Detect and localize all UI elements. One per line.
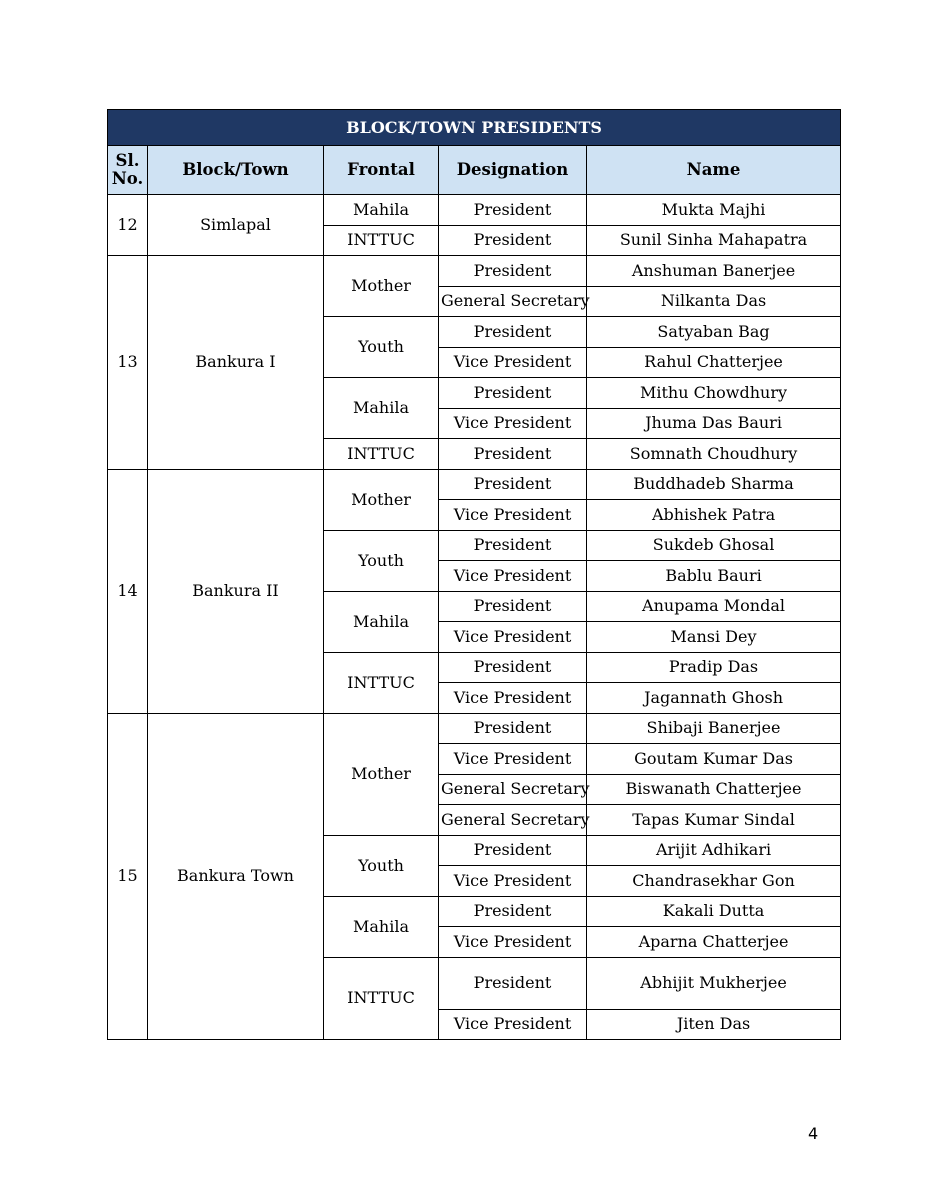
cell-name: Abhishek Patra	[587, 500, 841, 531]
cell-designation: President	[439, 957, 587, 1009]
table-row	[108, 713, 841, 744]
cell-name: Sunil Sinha Mahapatra	[587, 225, 841, 256]
cell-frontal: Youth	[324, 530, 439, 591]
cell-name: Satyaban Bag	[587, 317, 841, 348]
cell-designation: President	[439, 591, 587, 622]
cell-name: Jhuma Das Bauri	[587, 408, 841, 439]
cell-designation: General Secretary	[439, 774, 587, 805]
cell-name: Buddhadeb Sharma	[587, 469, 841, 500]
cell-designation: President	[439, 378, 587, 409]
table-body	[108, 195, 841, 1040]
header-sl-no: Sl. No.	[108, 146, 148, 195]
cell-frontal: Mahila	[324, 195, 439, 226]
table-title-row	[108, 110, 841, 146]
cell-frontal: Mahila	[324, 896, 439, 957]
cell-name: Pradip Das	[587, 652, 841, 683]
cell-name: Anupama Mondal	[587, 591, 841, 622]
block-town-presidents-table	[107, 109, 841, 1040]
cell-name: Mithu Chowdhury	[587, 378, 841, 409]
cell-designation: Vice President	[439, 927, 587, 958]
cell-frontal: INTTUC	[324, 652, 439, 713]
cell-name: Jagannath Ghosh	[587, 683, 841, 714]
cell-sl-no: 14	[108, 469, 148, 713]
cell-name: Anshuman Banerjee	[587, 256, 841, 287]
cell-name: Mansi Dey	[587, 622, 841, 653]
cell-designation: President	[439, 835, 587, 866]
cell-frontal: INTTUC	[324, 225, 439, 256]
header-block-town: Block/Town	[148, 146, 324, 195]
cell-name: Goutam Kumar Das	[587, 744, 841, 775]
cell-designation: President	[439, 713, 587, 744]
cell-name: Aparna Chatterjee	[587, 927, 841, 958]
cell-designation: Vice President	[439, 408, 587, 439]
cell-name: Rahul Chatterjee	[587, 347, 841, 378]
cell-name: Sukdeb Ghosal	[587, 530, 841, 561]
cell-sl-no: 12	[108, 195, 148, 256]
cell-block-town: Bankura I	[148, 256, 324, 470]
cell-designation: President	[439, 225, 587, 256]
cell-name: Jiten Das	[587, 1009, 841, 1040]
table-title: BLOCK/TOWN PRESIDENTS	[108, 110, 841, 146]
header-frontal: Frontal	[324, 146, 439, 195]
cell-designation: General Secretary	[439, 286, 587, 317]
table-row	[108, 195, 841, 226]
cell-name: Biswanath Chatterjee	[587, 774, 841, 805]
header-name: Name	[587, 146, 841, 195]
cell-block-town: Bankura II	[148, 469, 324, 713]
cell-name: Abhijit Mukherjee	[587, 957, 841, 1009]
table-header-row	[108, 146, 841, 195]
cell-frontal: INTTUC	[324, 957, 439, 1040]
cell-designation: General Secretary	[439, 805, 587, 836]
cell-designation: Vice President	[439, 561, 587, 592]
cell-frontal: INTTUC	[324, 439, 439, 470]
page-number: 4	[808, 1124, 819, 1143]
cell-designation: Vice President	[439, 347, 587, 378]
cell-designation: President	[439, 652, 587, 683]
cell-name: Nilkanta Das	[587, 286, 841, 317]
cell-name: Kakali Dutta	[587, 896, 841, 927]
cell-name: Mukta Majhi	[587, 195, 841, 226]
cell-block-town: Simlapal	[148, 195, 324, 256]
cell-designation: Vice President	[439, 866, 587, 897]
cell-designation: President	[439, 256, 587, 287]
cell-sl-no: 15	[108, 713, 148, 1040]
table-row	[108, 256, 841, 287]
cell-designation: President	[439, 439, 587, 470]
cell-name: Shibaji Banerjee	[587, 713, 841, 744]
cell-designation: President	[439, 195, 587, 226]
cell-designation: Vice President	[439, 622, 587, 653]
cell-designation: President	[439, 317, 587, 348]
cell-name: Bablu Bauri	[587, 561, 841, 592]
cell-block-town: Bankura Town	[148, 713, 324, 1040]
cell-designation: President	[439, 469, 587, 500]
cell-name: Arijit Adhikari	[587, 835, 841, 866]
cell-designation: Vice President	[439, 683, 587, 714]
cell-designation: Vice President	[439, 744, 587, 775]
table-row	[108, 469, 841, 500]
cell-name: Chandrasekhar Gon	[587, 866, 841, 897]
cell-sl-no: 13	[108, 256, 148, 470]
header-designation: Designation	[439, 146, 587, 195]
cell-frontal: Mother	[324, 256, 439, 317]
cell-designation: President	[439, 896, 587, 927]
cell-frontal: Mahila	[324, 591, 439, 652]
cell-name: Somnath Choudhury	[587, 439, 841, 470]
cell-designation: Vice President	[439, 500, 587, 531]
cell-designation: Vice President	[439, 1009, 587, 1040]
cell-frontal: Youth	[324, 317, 439, 378]
cell-frontal: Mother	[324, 713, 439, 835]
cell-frontal: Youth	[324, 835, 439, 896]
cell-designation: President	[439, 530, 587, 561]
cell-frontal: Mahila	[324, 378, 439, 439]
cell-name: Tapas Kumar Sindal	[587, 805, 841, 836]
cell-frontal: Mother	[324, 469, 439, 530]
